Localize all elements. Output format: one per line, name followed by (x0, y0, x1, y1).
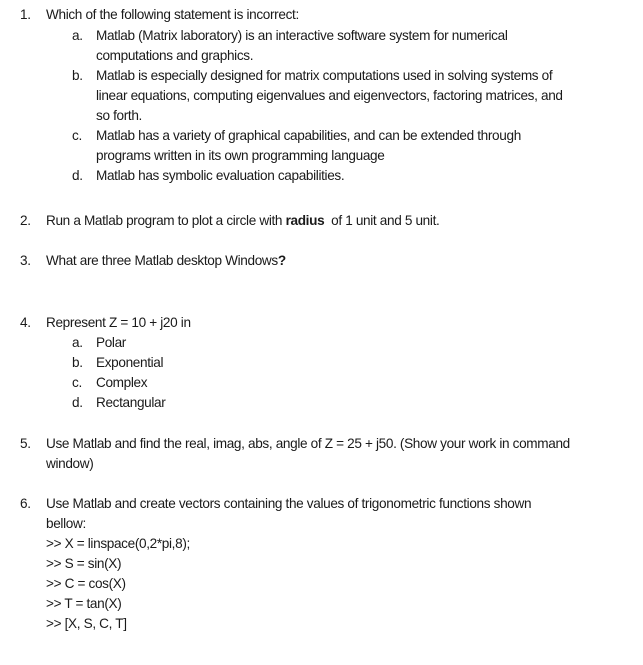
option-line: linear equations, computing eigenvalues and eigenvectors, factoring matrices, and (96, 88, 563, 103)
option-letter: c. (72, 375, 82, 390)
question-text (46, 251, 626, 271)
question-text-part: of 1 unit and 5 unit. (324, 213, 440, 228)
question-text (46, 211, 626, 231)
option-b (0, 66, 643, 126)
question-number: 2. (20, 213, 31, 228)
option-text: Exponential (96, 355, 164, 370)
option-letter: c. (72, 128, 82, 143)
option-a (0, 26, 643, 66)
option-letter: d. (72, 395, 83, 410)
code-line: >> C = cos(X) (46, 576, 126, 591)
option-line: computations and graphics. (96, 48, 254, 63)
option-c (0, 373, 643, 393)
question-number: 4. (20, 315, 31, 330)
option-line: programs written in its own programming language (96, 148, 385, 163)
question-text: Represent Z = 10 + j20 in (46, 315, 191, 330)
option-text: Polar (96, 335, 126, 350)
question-number: 3. (20, 253, 31, 268)
option-text: Complex (96, 375, 148, 390)
option-letter: d. (72, 168, 83, 183)
question-text-part: Run a Matlab program to plot a circle with (46, 213, 286, 228)
question-text-part: What are three Matlab desktop Windows (46, 253, 278, 268)
option-line: Matlab is especially designed for matrix computations used in solving systems of (96, 68, 553, 83)
option-line: Matlab has symbolic evaluation capabilities. (96, 168, 345, 183)
option-letter: b. (72, 68, 83, 83)
option-letter: a. (72, 28, 83, 43)
question-line: Use Matlab and find the real, imag, abs, angle of Z = 25 + j50. (Show your work in command (46, 436, 570, 451)
question-line: window) (46, 456, 94, 471)
option-letter: a. (72, 335, 83, 350)
option-d (0, 393, 643, 413)
code-line: >> X = linspace(0,2*pi,8); (46, 536, 190, 551)
code-line: >> T = tan(X) (46, 596, 122, 611)
option-a (0, 333, 643, 353)
option-letter: b. (72, 355, 83, 370)
code-line: >> [X, S, C, T] (46, 616, 127, 631)
question-number: 6. (20, 496, 31, 511)
option-line: Matlab has a variety of graphical capabilities, and can be extended through (96, 128, 521, 143)
question-number: 1. (20, 7, 31, 22)
option-b (0, 353, 643, 373)
question-number: 5. (20, 436, 31, 451)
question-text: Which of the following statement is incorrect: (46, 7, 299, 22)
option-line: Matlab (Matrix laboratory) is an interactive software system for numerical (96, 28, 508, 43)
option-line: so forth. (96, 108, 142, 123)
option-d (0, 166, 643, 186)
option-c (0, 126, 643, 166)
question-line: bellow: (46, 516, 86, 531)
emphasis-text: radius (285, 213, 325, 228)
option-text: Rectangular (96, 395, 166, 410)
emphasis-text: ? (277, 253, 286, 268)
question-line: Use Matlab and create vectors containing the values of trigonometric functions shown (46, 496, 532, 511)
code-line: >> S = sin(X) (46, 556, 122, 571)
